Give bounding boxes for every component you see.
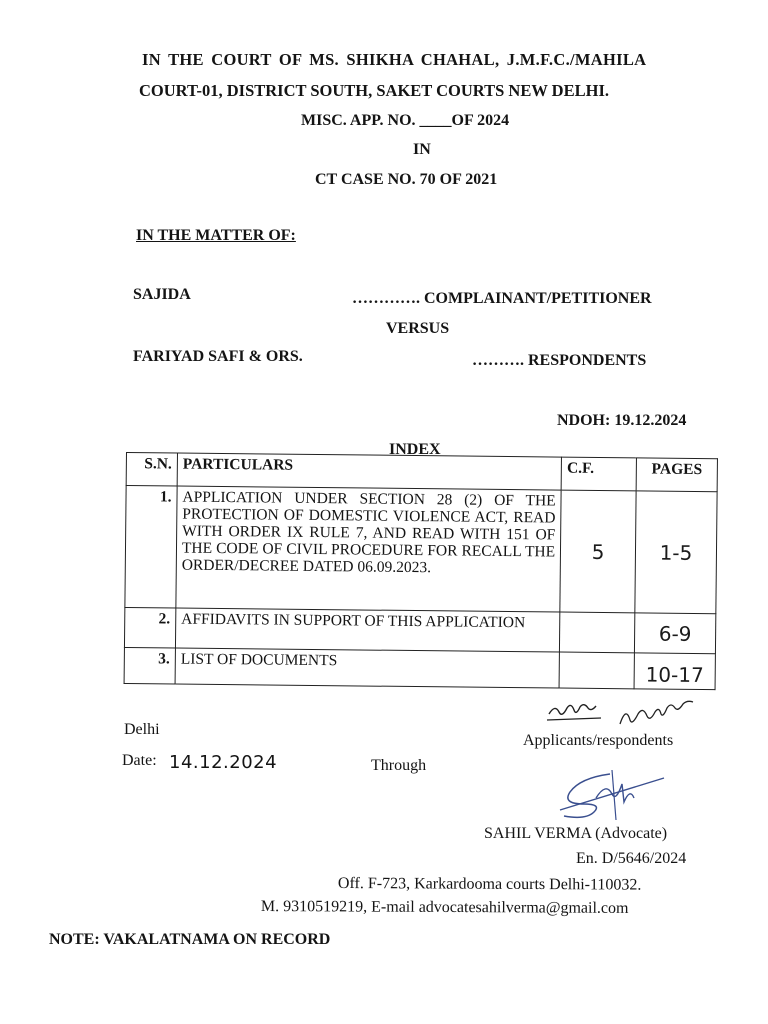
row-sn: 1. <box>125 486 177 609</box>
row-pages-handwritten: 1-5 <box>635 491 717 614</box>
row-particulars: AFFIDAVITS IN SUPPORT OF THIS APPLICATION <box>175 608 560 652</box>
row-cf-handwritten <box>560 612 635 653</box>
table-row <box>125 486 717 614</box>
applicants-respondents-label: Applicants/respondents <box>523 732 674 749</box>
complainant-name: SAJIDA <box>133 286 191 303</box>
row-particulars: LIST OF DOCUMENTS <box>175 648 560 688</box>
next-date-of-hearing: NDOH: 19.12.2024 <box>557 412 687 429</box>
date-handwritten: 14.12.2024 <box>169 752 278 773</box>
header-sn: S.N. <box>126 453 177 487</box>
advocate-signature <box>552 768 668 822</box>
applicant-signature-1 <box>545 700 605 726</box>
row-pages-handwritten: 10-17 <box>634 653 715 690</box>
header-pages: PAGES <box>636 458 717 492</box>
advocate-office-address: Off. F-723, Karkardooma courts Delhi-110032. <box>337 875 642 894</box>
row-sn: 2. <box>124 607 175 648</box>
heading-line-location: COURT-01, DISTRICT SOUTH, SAKET COURTS NEW DELHI. <box>139 81 609 100</box>
through-label: Through <box>371 757 427 774</box>
date-label: Date: <box>122 752 157 769</box>
header-cf: C.F. <box>561 457 636 491</box>
index-title: INDEX <box>389 441 441 458</box>
row-sn: 3. <box>124 647 175 684</box>
advocate-contact: M. 9310519219, E-mail advocatesahilverma@gmail.com <box>260 898 629 917</box>
header-particulars: PARTICULARS <box>177 453 562 490</box>
index-table <box>124 452 718 690</box>
city: Delhi <box>124 721 160 738</box>
complainant-role: …………. COMPLAINANT/PETITIONER <box>352 290 652 307</box>
table-row <box>124 647 715 689</box>
heading-line-court: IN THE COURT OF MS. SHIKHA CHAHAL, J.M.F.C./MAHILA <box>142 50 647 69</box>
respondent-name: FARIYAD SAFI & ORS. <box>133 348 303 365</box>
table-row <box>124 607 715 653</box>
heading-case-no: CT CASE NO. 70 OF 2021 <box>315 171 498 188</box>
row-particulars: APPLICATION UNDER SECTION 28 (2) OF THE PROTECTION OF DOMESTIC VIOLENCE ACT, READ WITH ORDER IX RULE 7, AND READ WITH 151 OF THE CODE OF CIVIL PROCEDURE FOR RECALL THE ORDER/DECREE DATED 06.09.2023. <box>176 486 561 612</box>
respondent-role: ………. RESPONDENTS <box>472 352 647 369</box>
advocate-enrolment: En. D/5646/2024 <box>576 850 687 867</box>
row-pages-handwritten: 6-9 <box>634 613 715 654</box>
advocate-name: SAHIL VERMA (Advocate) <box>484 825 668 842</box>
in-the-matter-of: IN THE MATTER OF: <box>136 227 296 244</box>
row-cf-handwritten <box>559 652 634 689</box>
heading-misc-app-no: MISC. APP. NO. ____OF 2024 <box>301 112 510 129</box>
heading-in: IN <box>413 141 431 158</box>
applicant-signature-2 <box>616 700 706 728</box>
note-vakalatnama: NOTE: VAKALATNAMA ON RECORD <box>49 931 331 948</box>
row-cf-handwritten: 5 <box>560 490 636 613</box>
versus-label: VERSUS <box>386 320 450 337</box>
